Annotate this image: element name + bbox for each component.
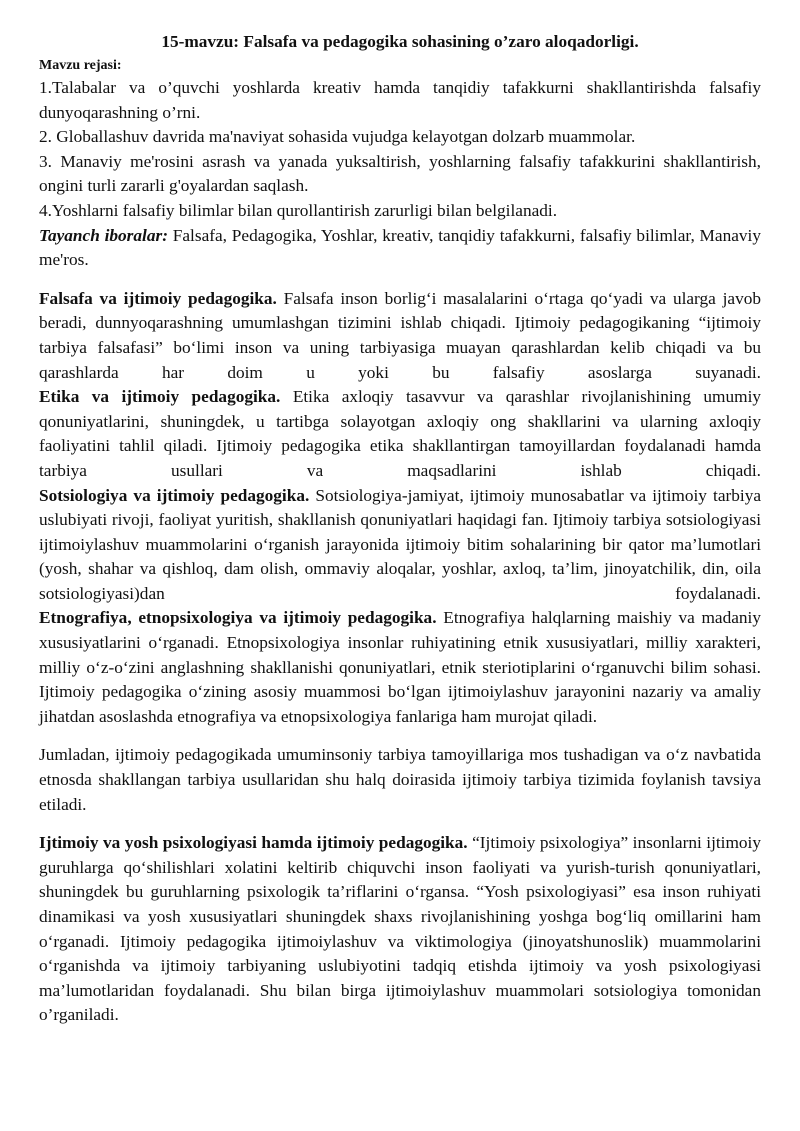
keywords-paragraph [39,224,761,273]
final-paragraph [39,831,761,1028]
section-text: Etika axloqiy tasavvur va qarashlar rivojlanishining umumiy qonuniyatlarini, shuningdek, u tartibga solayotgan axloqiy ong shakllarini va ularning axloqiy faoliyatini tahlil qiladi. Ijtimoiy pedagogika etika shakllantirgan tamoyillardan foydalanadi hamda tarbiya usullari va maqsadlarini ishlab chiqadi. [39,387,762,480]
final-block [39,831,761,1028]
plan-list [39,76,761,224]
section-text: Falsafa inson borlig‘i masalalarini o‘rtaga qo‘yadi va ularga javob beradi, dunnyoqarashning umumlashgan tizimini ishlab chiqadi. Ijtimoiy pedagogikaning “ijtimoiy tarbiya falsafasi” bo‘limi inson va uning tarbiyasiga muayan qarashlardan kelib chiqadi va bu qarashlarda har doim u yoki bu falsafiy asoslarga suyanadi. [39,288,762,382]
section-paragraph [39,484,761,607]
plan-item: 3. Manaviy me'rosini asrash va yanada yuksaltirish, yoshlarning falsafiy tafakkurini shakllantirish, ongini turli zararli g'oyalardan saqlash. [39,151,761,196]
final-text: “Ijtimoiy psixologiya” insonlarni ijtimoiy guruhlarga qo‘shilishlari xolatini keltirib chiquvchi inson faoliyati va yurish-turish qonuniyatlari, shuningdek bu guruhlarning psixologik ta’riflarini o‘rgansa. “Yosh psixologiyasi” esa inson ruhiyati dinamikasi va yosh xususiyatlari shuningdek shaxs rivojlanishining yoshga bog‘liq omillarini ham o‘rganadi. Ijtimoiy pedagogika ijtimoiylashuv va viktimologiya (jinoyatshunoslik) muammolarini o‘rganishda va ijtimoiy tarbiyaning uslubiyotini tadqiq etishda ijtimoiy va yosh psixologiyasi ma’lumotlaridan foydalanadi. Shu bilan birga ijtimoiylashuv muammolari sotsiologiya tomonidan o’rganiladi. [39,833,761,1025]
section-paragraph [39,385,761,483]
plan-heading: Mavzu rejasi: [39,58,122,73]
plan-item: 4.Yoshlarni falsafiy bilimlar bilan qurollantirish zarurligi bilan belgilanadi. [39,200,558,220]
section-lead: Falsafa va ijtimoiy pedagogika. [39,288,277,308]
section-lead: Etnografiya, etnopsixologiya va ijtimoiy pedagogika. [39,608,437,628]
section-lead: Sotsiologiya va ijtimoiy pedagogika. [39,485,310,505]
plan-item: 1.Talabalar va o’quvchi yoshlarda kreativ hamda tanqidiy tafakkurni shakllantirishda falsafiy dunyoqarashning o’rni. [39,78,761,122]
plan-item: 2. Globallashuv davrida ma'naviyat sohasida vujudga kelayotgan dolzarb muammolar. [39,127,636,147]
jumladan-block [39,743,761,817]
sections-block [39,287,761,730]
section-text: Sotsiologiya-jamiyat, ijtimoiy munosabatlar va ijtimoiy tarbiya uslubiyati rivoji, faoliyat yuritish, shakllanish qonuniyatlari haqidagi fan. Ijtimoiy tarbiya sotsiologiyasi ijtimoiylashuv muammolarini o‘rganish jarayonida ijtimoiy bitim sohalarining bir qator ma’lumotlari (yosh, shahar va qishloq, dam olish, ommaviy aloqalar, yoshlar, axloq, ta’lim, jinoyatchilik, din, oila sotsiologiyasi)dan foydalanadi. [39,485,762,603]
document-body [39,287,761,1028]
section-lead: Etika va ijtimoiy pedagogika. [39,387,281,407]
jumladan-paragraph: Jumladan, ijtimoiy pedagogikada umuminsoniy tarbiya tamoyillariga mos tushadigan va o‘z navbatida etnosda shakllangan tarbiya usullaridan shu halq doirasida ijtimoiy tarbiya tizimida foylanish tavsiya etiladi. [39,745,761,814]
keywords-text: Falsafa, Pedagogika, Yoshlar, kreativ, tanqidiy tafakkurni, falsafiy bilimlar, Manaviy me'ros. [39,225,761,270]
page-title: 15-mavzu: Falsafa va pedagogika sohasining o’zaro aloqadorligi. [161,32,639,51]
section-text: Etnografiya halqlarning maishiy va madaniy xususiyatlarini o‘rganadi. Etnopsixologiya insonlar ruhiyatining etnik xususiyatlari, milliy xarakteri, milliy o‘z-o‘zini anglashning shakllanishi qonuniyatlari, etnik steriotiplarini o‘rganuvchi bilim sohasi. Ijtimoiy pedagogika o‘zining asosiy muammosi bo‘lgan ijtimoiylashuv jarayonini nazariy va amaliy jihatdan asoslashda etnografiya va etnopsixologiya fanlariga ham murojat qiladi. [39,608,761,726]
final-lead: Ijtimoiy va yosh psixologiyasi hamda ijtimoiy pedagogika. [39,833,468,853]
keywords-label: Tayanch iboralar: [39,225,168,245]
section-paragraph [39,606,761,729]
section-paragraph [39,287,761,385]
